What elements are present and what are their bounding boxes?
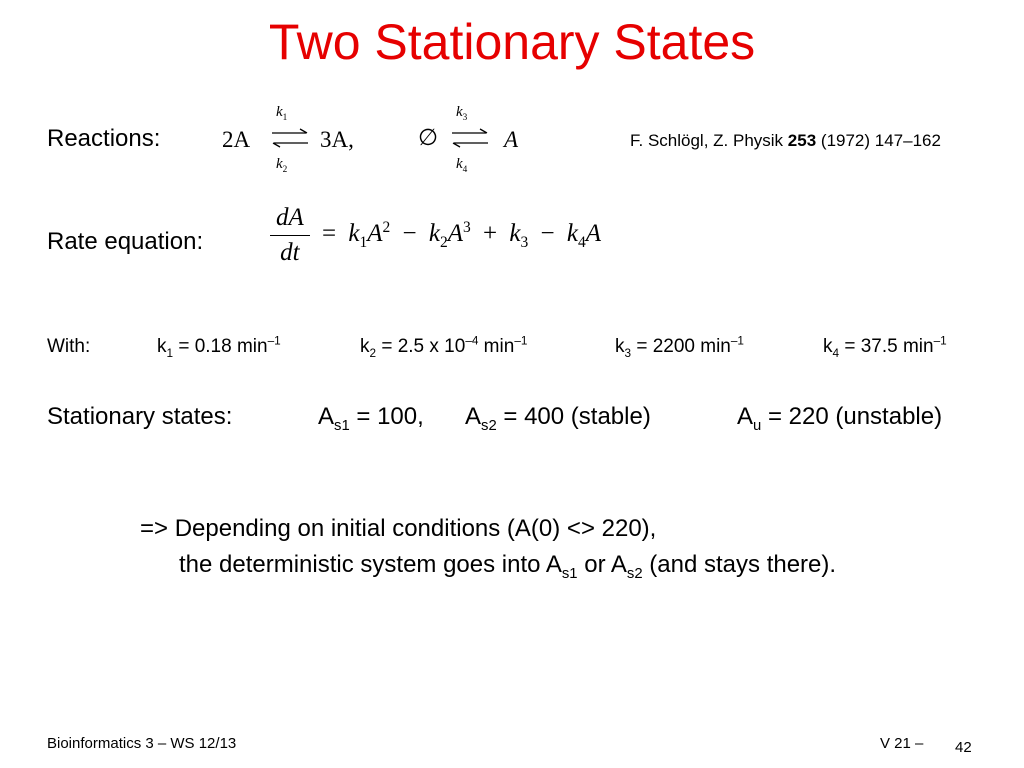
rate-k4-label: $k_4$ xyxy=(456,156,468,175)
rate-equation: $\frac{dA}{dt}$ = $k_1A^2 - k_2A^3 + k_3 - k_4A$ xyxy=(270,203,601,268)
k4-value: $k_4 = 37.5$ $\min^{-1}$ xyxy=(823,334,947,360)
stationary-state-s1: $A_{s1} = 100$, xyxy=(318,403,424,434)
rate-k3-label: $k_3$ xyxy=(456,104,468,123)
derivative-fraction: $\frac{dA}{dt}$ xyxy=(270,203,310,268)
reaction-1-right: 3A, xyxy=(320,127,354,152)
k2-value: $k_2 = 2.5$ x $10^{-4}$ $\min^{-1}$ xyxy=(360,334,528,360)
unstable-state: $A_u = 220$ (unstable) xyxy=(737,403,943,434)
k3-value: $k_3 = 2200$ $\min^{-1}$ xyxy=(615,334,744,360)
empty-set-symbol: ∅ xyxy=(418,125,439,150)
stationary-states-label: Stationary states: xyxy=(47,403,233,430)
equilibrium-arrows-2 xyxy=(450,128,490,148)
reaction-1-left: 2A xyxy=(222,127,251,152)
stationary-state-s2: $A_{s2} = 400$ (stable) xyxy=(465,403,651,434)
rate-k2-label: $k_2$ xyxy=(276,156,288,175)
rate-k1-label: $k_1$ xyxy=(276,104,288,123)
rate-equation-label: Rate equation: xyxy=(47,228,204,255)
reference-citation: F. Schlögl, Z. Physik 253 (1972) 147–162 xyxy=(630,131,941,150)
reactions-label: Reactions: xyxy=(47,125,161,152)
reaction-2-right: A xyxy=(504,127,519,152)
equilibrium-arrows-1 xyxy=(270,128,310,148)
slide-title: Two Stationary States xyxy=(268,14,756,70)
footer-lecture: V 21 – xyxy=(880,735,924,752)
k1-value: $k_1 = 0.18$ $\min^{-1}$ xyxy=(157,334,281,360)
conclusion-line-2: the deterministic system goes into $A_{s1}$ or $A_{s2}$ (and stays there). xyxy=(179,551,837,582)
conclusion-line-1: => Depending on initial conditions (A(0) <> 220), xyxy=(140,515,657,542)
with-label: With: xyxy=(47,336,91,357)
page-number: 42 xyxy=(955,739,972,756)
footer-course: Bioinformatics 3 – WS 12/13 xyxy=(47,735,237,752)
